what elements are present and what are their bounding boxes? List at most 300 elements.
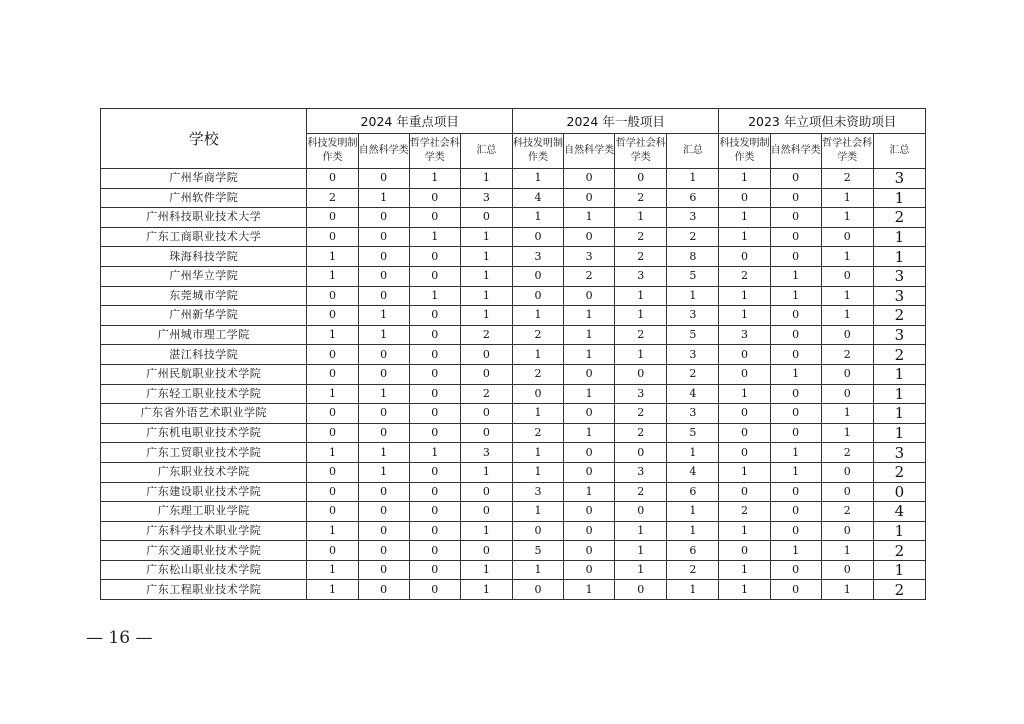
value-cell: 2 — [615, 482, 667, 502]
value-cell: 1 — [358, 462, 409, 482]
table-row — [101, 325, 926, 345]
table-row — [101, 502, 926, 522]
value-cell: 0 — [770, 345, 821, 365]
value-cell: 0 — [615, 580, 667, 600]
value-cell: 0 — [719, 423, 770, 443]
value-cell: 1 — [770, 266, 821, 286]
value-cell: 0 — [564, 404, 615, 424]
value-cell: 0 — [307, 345, 358, 365]
total-cell: 0 — [460, 482, 512, 502]
total-cell: 1 — [667, 521, 719, 541]
school-name-cell: 广州城市理工学院 — [101, 325, 307, 345]
value-cell: 0 — [564, 286, 615, 306]
value-cell: 1 — [564, 306, 615, 326]
total-cell: 5 — [667, 423, 719, 443]
school-name-cell: 广东职业技术学院 — [101, 462, 307, 482]
value-cell: 1 — [512, 560, 563, 580]
value-cell: 2 — [821, 169, 873, 189]
value-cell: 1 — [719, 560, 770, 580]
value-cell: 3 — [512, 482, 563, 502]
school-name-cell: 广东松山职业技术学院 — [101, 560, 307, 580]
total-cell: 1 — [460, 306, 512, 326]
total-cell: 2 — [667, 364, 719, 384]
value-cell: 0 — [358, 560, 409, 580]
value-cell: 0 — [307, 169, 358, 189]
value-cell: 0 — [821, 364, 873, 384]
table-row — [101, 208, 926, 228]
group-header-2023-unfunded: 2023 年立项但未资助项目 — [719, 109, 926, 134]
school-name-cell: 广东轻工职业技术学院 — [101, 384, 307, 404]
total-cell: 1 — [460, 247, 512, 267]
value-cell: 0 — [770, 502, 821, 522]
school-name-cell: 广州华立学院 — [101, 266, 307, 286]
total-cell: 1 — [460, 521, 512, 541]
value-cell: 1 — [564, 345, 615, 365]
value-cell: 0 — [409, 384, 460, 404]
value-cell: 0 — [307, 208, 358, 228]
school-name-cell: 东莞城市学院 — [101, 286, 307, 306]
value-cell: 1 — [821, 247, 873, 267]
value-cell: 0 — [307, 227, 358, 247]
value-cell: 1 — [615, 521, 667, 541]
total-cell: 3 — [873, 266, 925, 286]
value-cell: 1 — [821, 580, 873, 600]
value-cell: 1 — [512, 345, 563, 365]
value-cell: 1 — [719, 169, 770, 189]
value-cell: 1 — [770, 443, 821, 463]
value-cell: 2 — [615, 247, 667, 267]
value-cell: 0 — [409, 345, 460, 365]
table-row — [101, 364, 926, 384]
value-cell: 1 — [358, 188, 409, 208]
value-cell: 2 — [615, 404, 667, 424]
value-cell: 0 — [409, 482, 460, 502]
value-cell: 0 — [770, 404, 821, 424]
total-cell: 3 — [667, 208, 719, 228]
value-cell: 0 — [307, 306, 358, 326]
value-cell: 2 — [719, 266, 770, 286]
value-cell: 0 — [358, 482, 409, 502]
value-cell: 0 — [821, 462, 873, 482]
value-cell: 1 — [358, 384, 409, 404]
social-science-header: 哲学社会科学类 — [615, 134, 667, 169]
value-cell: 0 — [615, 169, 667, 189]
value-cell: 0 — [770, 384, 821, 404]
value-cell: 1 — [821, 423, 873, 443]
value-cell: 0 — [564, 188, 615, 208]
value-cell: 1 — [615, 286, 667, 306]
total-cell: 1 — [667, 502, 719, 522]
total-cell: 3 — [873, 443, 925, 463]
value-cell: 0 — [821, 521, 873, 541]
value-cell: 0 — [615, 502, 667, 522]
total-cell: 1 — [873, 188, 925, 208]
total-cell: 5 — [667, 325, 719, 345]
value-cell: 1 — [564, 325, 615, 345]
value-cell: 1 — [307, 266, 358, 286]
value-cell: 0 — [770, 325, 821, 345]
total-cell: 6 — [667, 188, 719, 208]
value-cell: 1 — [615, 208, 667, 228]
value-cell: 0 — [512, 384, 563, 404]
value-cell: 0 — [307, 404, 358, 424]
total-cell: 3 — [667, 306, 719, 326]
table-row — [101, 560, 926, 580]
school-name-cell: 珠海科技学院 — [101, 247, 307, 267]
tech-invention-header: 科技发明制作类 — [719, 134, 770, 169]
school-name-cell: 广州科技职业技术大学 — [101, 208, 307, 228]
value-cell: 0 — [719, 247, 770, 267]
value-cell: 1 — [409, 169, 460, 189]
value-cell: 0 — [564, 521, 615, 541]
value-cell: 1 — [770, 462, 821, 482]
total-cell: 2 — [873, 306, 925, 326]
school-name-cell: 广东机电职业技术学院 — [101, 423, 307, 443]
value-cell: 1 — [719, 306, 770, 326]
total-cell: 4 — [667, 384, 719, 404]
table-row — [101, 580, 926, 600]
value-cell: 0 — [409, 208, 460, 228]
value-cell: 0 — [821, 325, 873, 345]
value-cell: 0 — [409, 325, 460, 345]
value-cell: 1 — [770, 286, 821, 306]
value-cell: 1 — [719, 208, 770, 228]
value-cell: 3 — [615, 266, 667, 286]
value-cell: 1 — [821, 306, 873, 326]
value-cell: 1 — [615, 345, 667, 365]
value-cell: 1 — [307, 521, 358, 541]
value-cell: 0 — [770, 169, 821, 189]
value-cell: 0 — [409, 364, 460, 384]
value-cell: 4 — [512, 188, 563, 208]
table-row — [101, 443, 926, 463]
total-cell: 6 — [667, 541, 719, 561]
value-cell: 0 — [358, 502, 409, 522]
table-row — [101, 188, 926, 208]
value-cell: 1 — [564, 208, 615, 228]
school-name-cell: 广东工商职业技术大学 — [101, 227, 307, 247]
value-cell: 0 — [564, 560, 615, 580]
total-header: 汇总 — [460, 134, 512, 169]
funding-table — [100, 108, 926, 600]
total-cell: 2 — [460, 384, 512, 404]
school-name-cell: 广东科学技术职业学院 — [101, 521, 307, 541]
value-cell: 1 — [512, 502, 563, 522]
value-cell: 1 — [358, 325, 409, 345]
value-cell: 2 — [307, 188, 358, 208]
value-cell: 0 — [307, 423, 358, 443]
value-cell: 0 — [307, 364, 358, 384]
total-cell: 2 — [873, 345, 925, 365]
table-row — [101, 247, 926, 267]
value-cell: 3 — [615, 462, 667, 482]
value-cell: 2 — [512, 364, 563, 384]
value-cell: 1 — [307, 384, 358, 404]
total-cell: 1 — [667, 286, 719, 306]
total-cell: 1 — [873, 404, 925, 424]
table-body — [101, 169, 926, 600]
value-cell: 0 — [821, 384, 873, 404]
school-name-cell: 广东工程职业技术学院 — [101, 580, 307, 600]
table-row — [101, 482, 926, 502]
value-cell: 0 — [307, 482, 358, 502]
value-cell: 0 — [564, 462, 615, 482]
total-cell: 4 — [667, 462, 719, 482]
value-cell: 1 — [512, 306, 563, 326]
value-cell: 1 — [307, 325, 358, 345]
value-cell: 1 — [564, 384, 615, 404]
total-cell: 1 — [873, 364, 925, 384]
school-name-cell: 广州华商学院 — [101, 169, 307, 189]
total-cell: 8 — [667, 247, 719, 267]
value-cell: 1 — [358, 306, 409, 326]
value-cell: 0 — [615, 443, 667, 463]
value-cell: 1 — [409, 286, 460, 306]
value-cell: 0 — [358, 247, 409, 267]
table-row — [101, 169, 926, 189]
value-cell: 0 — [770, 560, 821, 580]
value-cell: 1 — [615, 541, 667, 561]
natural-science-header: 自然科学类 — [358, 134, 409, 169]
table-row — [101, 306, 926, 326]
value-cell: 0 — [564, 364, 615, 384]
page-number: — 16 — — [86, 628, 153, 648]
value-cell: 0 — [409, 423, 460, 443]
value-cell: 0 — [770, 580, 821, 600]
social-science-header: 哲学社会科学类 — [409, 134, 460, 169]
value-cell: 1 — [770, 541, 821, 561]
value-cell: 2 — [615, 188, 667, 208]
value-cell: 2 — [615, 325, 667, 345]
value-cell: 0 — [358, 580, 409, 600]
total-cell: 5 — [667, 266, 719, 286]
value-cell: 2 — [512, 325, 563, 345]
group-header-2024-general: 2024 年一般项目 — [512, 109, 718, 134]
value-cell: 0 — [770, 227, 821, 247]
total-cell: 1 — [873, 247, 925, 267]
value-cell: 0 — [512, 580, 563, 600]
school-name-cell: 广东交通职业技术学院 — [101, 541, 307, 561]
value-cell: 2 — [821, 345, 873, 365]
value-cell: 1 — [512, 462, 563, 482]
value-cell: 1 — [719, 286, 770, 306]
value-cell: 0 — [409, 521, 460, 541]
value-cell: 0 — [770, 482, 821, 502]
total-cell: 0 — [460, 364, 512, 384]
total-cell: 4 — [873, 502, 925, 522]
value-cell: 1 — [770, 364, 821, 384]
group-header-2024-key: 2024 年重点项目 — [307, 109, 512, 134]
value-cell: 0 — [358, 345, 409, 365]
total-cell: 2 — [667, 560, 719, 580]
natural-science-header: 自然科学类 — [770, 134, 821, 169]
value-cell: 0 — [358, 404, 409, 424]
table-row — [101, 541, 926, 561]
value-cell: 1 — [512, 208, 563, 228]
total-cell: 1 — [460, 560, 512, 580]
value-cell: 0 — [770, 306, 821, 326]
total-cell: 0 — [460, 502, 512, 522]
value-cell: 0 — [821, 266, 873, 286]
total-cell: 2 — [667, 227, 719, 247]
total-header: 汇总 — [873, 134, 925, 169]
table-row — [101, 227, 926, 247]
value-cell: 0 — [512, 227, 563, 247]
value-cell: 5 — [512, 541, 563, 561]
value-cell: 1 — [821, 404, 873, 424]
total-cell: 1 — [460, 227, 512, 247]
value-cell: 0 — [409, 541, 460, 561]
total-cell: 0 — [460, 345, 512, 365]
total-header: 汇总 — [667, 134, 719, 169]
value-cell: 0 — [409, 560, 460, 580]
value-cell: 1 — [615, 306, 667, 326]
total-cell: 3 — [873, 286, 925, 306]
value-cell: 1 — [821, 188, 873, 208]
total-cell: 2 — [873, 462, 925, 482]
value-cell: 0 — [719, 482, 770, 502]
table-row — [101, 384, 926, 404]
table-row — [101, 404, 926, 424]
table-row — [101, 266, 926, 286]
value-cell: 1 — [719, 580, 770, 600]
tech-invention-header: 科技发明制作类 — [512, 134, 563, 169]
total-cell: 0 — [460, 208, 512, 228]
total-cell: 0 — [873, 482, 925, 502]
total-cell: 1 — [460, 169, 512, 189]
total-cell: 1 — [873, 521, 925, 541]
total-cell: 2 — [873, 580, 925, 600]
total-cell: 3 — [667, 345, 719, 365]
value-cell: 0 — [307, 286, 358, 306]
value-cell: 0 — [719, 541, 770, 561]
total-cell: 2 — [460, 325, 512, 345]
total-cell: 0 — [460, 423, 512, 443]
total-cell: 1 — [667, 169, 719, 189]
table-row — [101, 286, 926, 306]
value-cell: 0 — [307, 502, 358, 522]
total-cell: 2 — [873, 541, 925, 561]
value-cell: 1 — [307, 247, 358, 267]
value-cell: 3 — [564, 247, 615, 267]
total-cell: 1 — [460, 266, 512, 286]
value-cell: 2 — [564, 266, 615, 286]
value-cell: 0 — [409, 188, 460, 208]
total-cell: 3 — [873, 325, 925, 345]
value-cell: 0 — [564, 169, 615, 189]
value-cell: 1 — [564, 423, 615, 443]
value-cell: 0 — [719, 404, 770, 424]
value-cell: 0 — [719, 364, 770, 384]
value-cell: 0 — [512, 266, 563, 286]
value-cell: 0 — [719, 188, 770, 208]
value-cell: 1 — [719, 227, 770, 247]
value-cell: 3 — [512, 247, 563, 267]
natural-science-header: 自然科学类 — [564, 134, 615, 169]
value-cell: 2 — [719, 502, 770, 522]
school-column-header: 学校 — [101, 109, 307, 169]
school-name-cell: 广东理工职业学院 — [101, 502, 307, 522]
total-cell: 1 — [873, 384, 925, 404]
value-cell: 0 — [564, 443, 615, 463]
total-cell: 1 — [873, 227, 925, 247]
value-cell: 1 — [564, 482, 615, 502]
value-cell: 1 — [512, 169, 563, 189]
value-cell: 1 — [719, 462, 770, 482]
value-cell: 1 — [409, 227, 460, 247]
school-name-cell: 广东工贸职业技术学院 — [101, 443, 307, 463]
value-cell: 0 — [409, 502, 460, 522]
total-cell: 1 — [460, 286, 512, 306]
value-cell: 0 — [770, 188, 821, 208]
table-row — [101, 423, 926, 443]
value-cell: 0 — [358, 423, 409, 443]
value-cell: 0 — [719, 443, 770, 463]
value-cell: 0 — [358, 364, 409, 384]
school-name-cell: 广州民航职业技术学院 — [101, 364, 307, 384]
value-cell: 0 — [307, 462, 358, 482]
value-cell: 0 — [770, 423, 821, 443]
value-cell: 0 — [358, 266, 409, 286]
value-cell: 0 — [409, 306, 460, 326]
value-cell: 2 — [821, 502, 873, 522]
total-cell: 3 — [667, 404, 719, 424]
value-cell: 0 — [615, 364, 667, 384]
value-cell: 1 — [512, 443, 563, 463]
total-cell: 1 — [460, 462, 512, 482]
value-cell: 0 — [512, 286, 563, 306]
value-cell: 0 — [409, 462, 460, 482]
value-cell: 0 — [307, 541, 358, 561]
value-cell: 2 — [615, 227, 667, 247]
value-cell: 1 — [821, 208, 873, 228]
value-cell: 2 — [615, 423, 667, 443]
total-cell: 1 — [667, 580, 719, 600]
value-cell: 2 — [512, 423, 563, 443]
value-cell: 0 — [409, 247, 460, 267]
total-cell: 0 — [460, 541, 512, 561]
value-cell: 0 — [719, 345, 770, 365]
value-cell: 0 — [409, 580, 460, 600]
total-cell: 3 — [460, 188, 512, 208]
value-cell: 1 — [564, 580, 615, 600]
social-science-header: 哲学社会科学类 — [821, 134, 873, 169]
value-cell: 0 — [409, 266, 460, 286]
value-cell: 0 — [564, 541, 615, 561]
value-cell: 1 — [307, 560, 358, 580]
total-cell: 1 — [667, 443, 719, 463]
value-cell: 3 — [719, 325, 770, 345]
value-cell: 0 — [358, 541, 409, 561]
value-cell: 0 — [770, 247, 821, 267]
value-cell: 1 — [615, 560, 667, 580]
value-cell: 0 — [512, 521, 563, 541]
value-cell: 0 — [409, 404, 460, 424]
value-cell: 2 — [821, 443, 873, 463]
value-cell: 0 — [564, 227, 615, 247]
value-cell: 1 — [307, 443, 358, 463]
table-row — [101, 345, 926, 365]
value-cell: 0 — [358, 169, 409, 189]
value-cell: 0 — [358, 286, 409, 306]
value-cell: 0 — [358, 227, 409, 247]
total-cell: 3 — [460, 443, 512, 463]
value-cell: 1 — [307, 580, 358, 600]
value-cell: 1 — [821, 286, 873, 306]
total-cell: 0 — [460, 404, 512, 424]
table-row — [101, 462, 926, 482]
value-cell: 0 — [564, 502, 615, 522]
